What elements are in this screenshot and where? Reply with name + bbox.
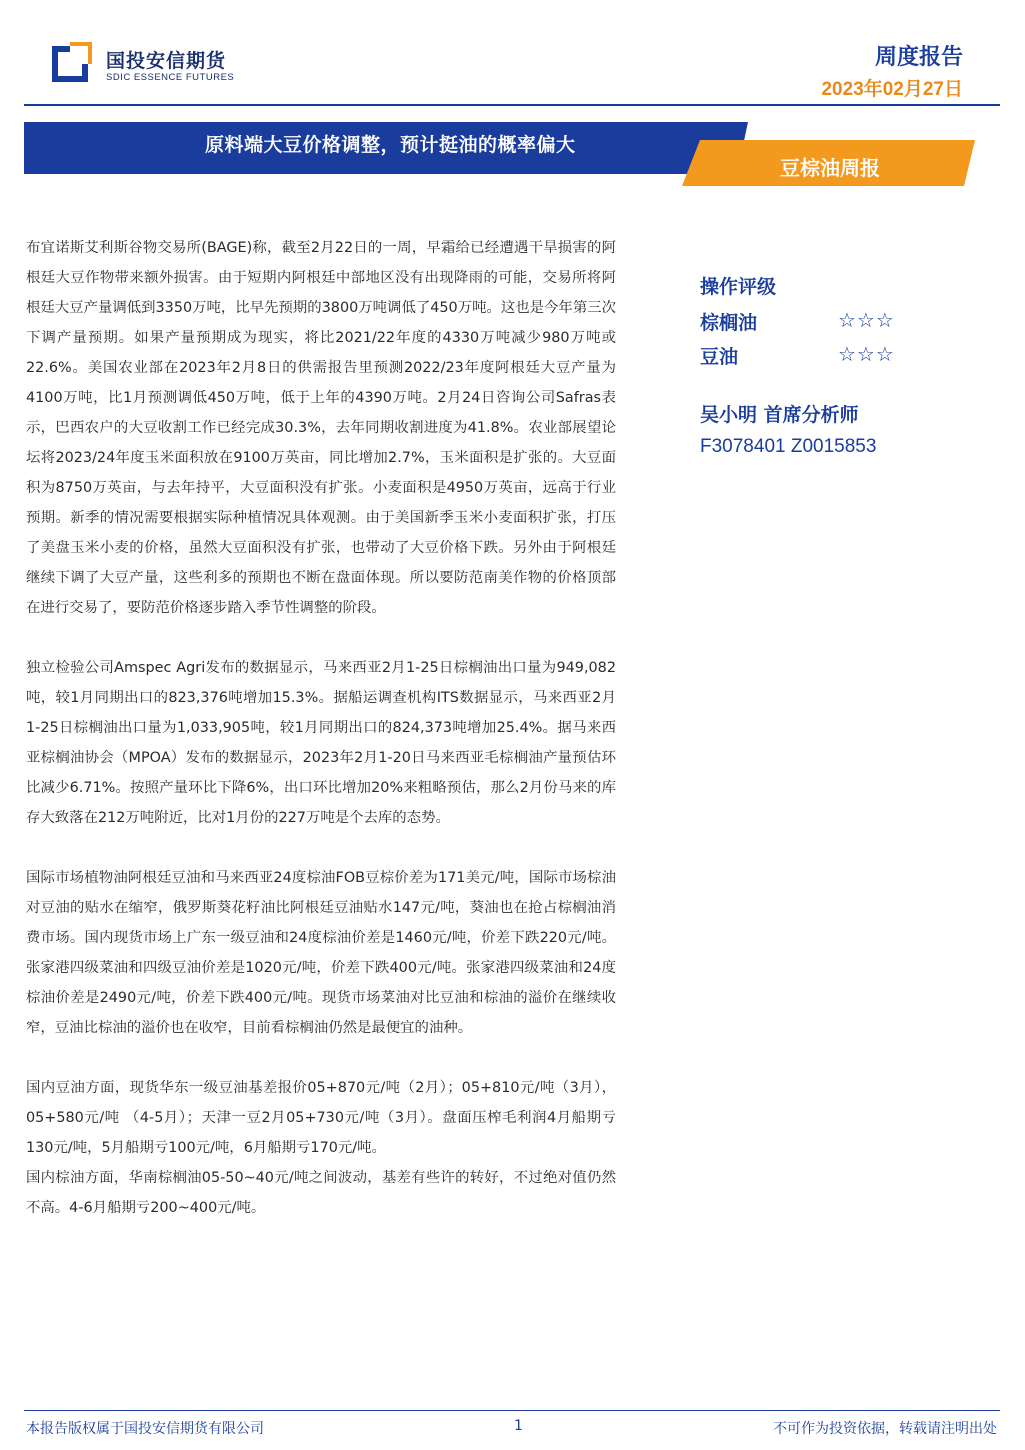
logo-english-name: SDIC ESSENCE FUTURES [106, 72, 235, 83]
footer-disclaimer: 不可作为投资依据，转载请注明出处 [773, 1421, 997, 1437]
paragraph-palm-export: 独立检验公司Amspec Agri发布的数据显示，马来西亚2月1-25日棕榈油出口量为949,082吨，较1月同期出口的823,376吨增加15.3%。据船运调查机构ITS数据显示，马来西亚2月1-25日棕榈油出口量为1,033,905吨，较1月同期出口的824,373吨增加25.4%。据马来西亚棕榈油协会（MPOA）发布的数据显示，2023年2月1-20日马来西亚毛棕榈油产量预估环比减少6.71%。按照产量环比下降6%，出口环比增加20%来粗略预估，那么2月份马来的库存大致落在212万吨附近，比对1月份的227万吨是个去库的态势。 [26, 660, 616, 826]
paragraph-soybean-supply: 布宜诺斯艾利斯谷物交易所(BAGE)称，截至2月22日的一周，早霜给已经遭遇干旱损害的阿根廷大豆作物带来额外损害。由于短期内阿根廷中部地区没有出现降雨的可能，交易所将阿根廷大豆产量调低到3350万吨，比早先预期的3800万吨调低了450万吨。这也是今年第三次下调产量预期。如果产量预期成为现实，将比2021/22年度的4330万吨减少980万吨或22.6%。美国农业部在2023年2月8日的供需报告里预测2022/23年度阿根廷大豆产量为4100万吨，比1月预测调低450万吨，低于上年的4390万吨。2月24日咨询公司Safras表示，巴西农户的大豆收割工作已经完成30.3%，去年同期收割进度为41.8%。农业部展望论坛将2023/24年度玉米面积放在9100万英亩，同比增加2.7%，玉米面积是扩张的。大豆面积为8750万英亩，与去年持平，大豆面积没有扩张。小麦面积是4950万英亩，远高于行业预期。新季的情况需要根据实际种植情况具体观测。由于美国新季玉米小麦面积扩张，打压了美盘玉米小麦的价格，虽然大豆面积没有扩张，也带动了大豆价格下跌。另外由于阿根廷继续下调了大豆产量，这些利多的预期也不断在盘面体现。所以要防范南美作物的价格顶部在进行交易了，要防范价格逐步踏入季节性调整的阶段。 [26, 240, 616, 616]
rating-title: 操作评级 [700, 276, 777, 298]
logo-chinese-name: 国投安信期货 [106, 50, 227, 72]
page-number: 1 [514, 1418, 523, 1434]
rating-name: 豆油 [700, 346, 739, 368]
company-logo-icon [52, 42, 98, 82]
report-date: 2023年02月27日 [821, 79, 963, 100]
footer-divider [24, 1410, 1000, 1411]
report-category-tag: 豆棕油周报 [780, 156, 880, 180]
rating-row-soy [700, 342, 940, 369]
header-divider [24, 104, 1000, 106]
star-rating-icon: ☆☆☆ [838, 308, 895, 332]
star-rating-icon: ☆☆☆ [838, 342, 895, 366]
paragraph-soy-oil-basis: 国内豆油方面，现货华东一级豆油基差报价05+870元/吨（2月）；05+810元/吨（3月）， 05+580元/吨 （4-5月）；天津一豆2月05+730元/吨（3月）。盘面压榨毛利润4月船期亏130元/吨，5月船期亏100元/吨，6月船期亏170元/吨。 [26, 1080, 616, 1156]
report-body [26, 233, 616, 1223]
paragraph-price-spread: 国际市场植物油阿根廷豆油和马来西亚24度棕油FOB豆棕价差为171美元/吨，国际市场棕油对豆油的贴水在缩窄，俄罗斯葵花籽油比阿根廷豆油贴水147元/吨，葵油也在抢占棕榈油消费市场。国内现货市场上广东一级豆油和24度棕油价差是1460元/吨，价差下跌220元/吨。张家港四级菜油和四级豆油价差是1020元/吨，价差下跌400元/吨。张家港四级菜油和24度棕油价差是2490元/吨，价差下跌400元/吨。现货市场菜油对比豆油和棕油的溢价在继续收窄，豆油比棕油的溢价也在收窄，目前看棕榈油仍然是最便宜的油种。 [26, 870, 616, 1036]
paragraph-palm-oil-basis: 国内棕油方面，华南棕榈油05-50~40元/吨之间波动，基差有些许的转好，不过绝对值仍然不高。4-6月船期亏200~400元/吨。 [26, 1170, 616, 1216]
rating-name: 棕榈油 [700, 312, 758, 334]
report-type: 周度报告 [874, 45, 963, 70]
footer-copyright: 本报告版权属于国投安信期货有限公司 [26, 1421, 264, 1437]
rating-row-palm [700, 308, 940, 335]
analyst-name: 吴小明 首席分析师 [700, 404, 859, 426]
analyst-license-codes: F3078401 Z0015853 [700, 436, 877, 457]
report-headline: 原料端大豆价格调整，预计挺油的概率偏大 [205, 134, 576, 156]
